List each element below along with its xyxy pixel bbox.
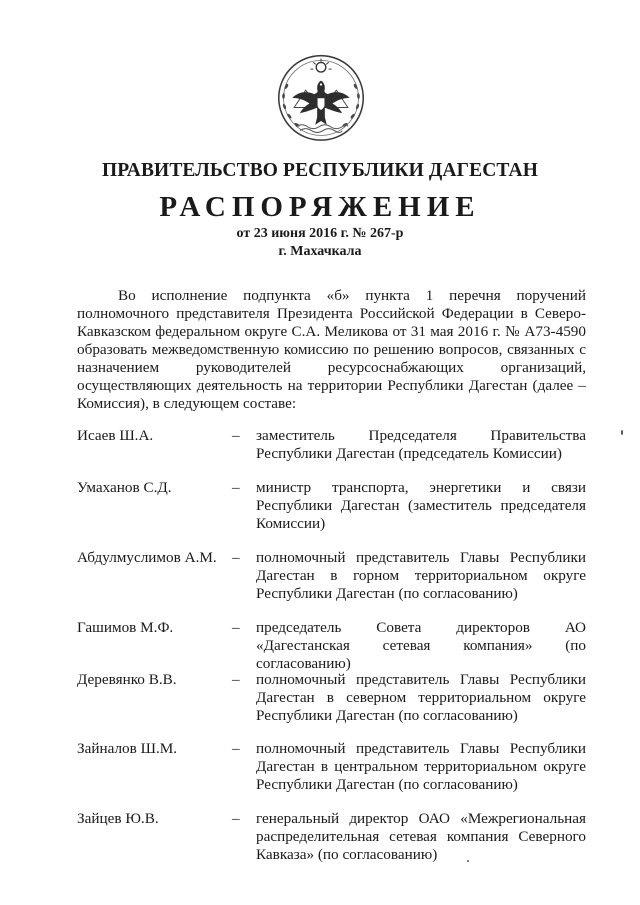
member-description: генеральный директор ОАО «Межрегиональная распределительная сетевая компания Северного Кавказа» (по согласованию) (256, 810, 586, 863)
member-row (77, 619, 586, 679)
document-date-number: от 23 июня 2016 г. № 267-р (236, 226, 404, 241)
member-name: Умаханов С.Д. (77, 479, 172, 496)
member-dash: – (232, 810, 240, 827)
member-description: полномочный представитель Главы Республики Дагестан в северном территориальном округе Республики Дагестан (по согласованию) (256, 671, 586, 724)
member-dash: – (232, 549, 240, 566)
member-name: Гашимов М.Ф. (77, 619, 174, 636)
member-name: Исаев Ш.А. (77, 427, 154, 444)
member-dash: – (232, 671, 240, 688)
member-row (77, 671, 586, 731)
member-description: председатель Совета директоров АО «Дагестанская сетевая компания» (по согласованию) (256, 619, 586, 672)
member-description: министр транспорта, энергетики и связи Республики Дагестан (заместитель председателя Комиссии) (256, 479, 586, 532)
member-name: Зайцев Ю.В. (77, 810, 159, 827)
organization-title: ПРАВИТЕЛЬСТВО РЕСПУБЛИКИ ДАГЕСТАН (101, 160, 538, 181)
member-row (77, 549, 586, 609)
member-row (77, 810, 586, 870)
member-name: Деревянко В.В. (77, 671, 177, 688)
document-city: г. Махачкала (278, 244, 362, 259)
member-row (77, 740, 586, 800)
scan-speck (467, 860, 469, 862)
member-name: Абдулмуслимов А.М. (77, 549, 217, 566)
member-dash: – (232, 479, 240, 496)
member-description: заместитель Председателя Правительства Республики Дагестан (председатель Комиссии) (256, 427, 586, 462)
member-dash: – (232, 740, 240, 757)
coat-of-arms-emblem-icon (273, 48, 369, 144)
intro-paragraph: Во исполнение подпункта «б» пункта 1 перечня поручений полномочного представителя Президента Российской Федерации в Северо-Кавказском федеральном округе С.А. Меликова от 31 мая 2016 г. № А73-4590 образовать межведомственную комиссию по решению вопросов, связанных с назначением руководителей ресурсоснабжающих организаций, осуществляющих деятельность на территории Республики Дагестан (далее – Комиссия), в следующем составе: (77, 287, 586, 412)
member-row (77, 479, 586, 539)
document-type-title: РАСПОРЯЖЕНИЕ (159, 191, 481, 223)
member-dash: – (232, 427, 240, 444)
member-description: полномочный представитель Главы Республики Дагестан в горном территориальном округе Республики Дагестан (по согласованию) (256, 549, 586, 602)
member-dash: – (232, 619, 240, 636)
member-description: полномочный представитель Главы Республики Дагестан в центральном территориальном округе Республики Дагестан (по согласованию) (256, 740, 586, 793)
member-row (77, 427, 586, 487)
member-name: Зайналов Ш.М. (77, 740, 178, 757)
scan-speck (621, 430, 623, 435)
